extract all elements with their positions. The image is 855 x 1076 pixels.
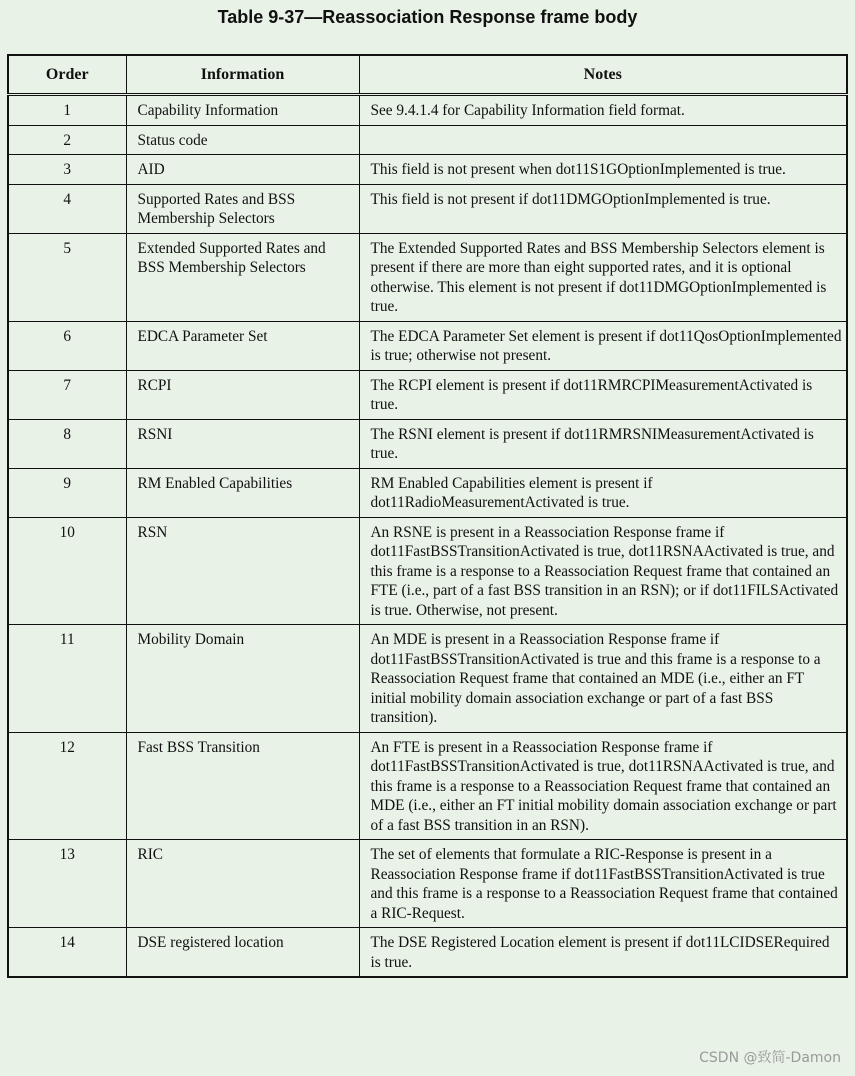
order-cell: 10 [8,517,126,625]
table-row [8,184,847,233]
table-caption: Table 9-37—Reassociation Response frame body [217,7,638,27]
header-row [8,55,847,95]
information-cell: EDCA Parameter Set [126,321,359,370]
order-cell: 5 [8,233,126,321]
notes-cell: This field is not present when dot11S1GOptionImplemented is true. [359,155,847,185]
order-cell: 13 [8,840,126,928]
header-notes: Notes [359,55,847,95]
information-cell: RM Enabled Capabilities [126,468,359,517]
notes-cell: The set of elements that formulate a RIC-Response is present in a Reassociation Response frame if dot11FastBSSTransitionActivated is true and this frame is a response to a Reassociation Request frame that contained a RIC-Request. [359,840,847,928]
order-cell: 6 [8,321,126,370]
notes-cell: The EDCA Parameter Set element is present if dot11QosOptionImplemented is true; otherwise not present. [359,321,847,370]
table-row [8,233,847,321]
information-cell: Fast BSS Transition [126,732,359,840]
order-cell: 11 [8,625,126,733]
table-row [8,625,847,733]
order-cell: 3 [8,155,126,185]
header-information: Information [126,55,359,95]
information-cell: RIC [126,840,359,928]
information-cell: Supported Rates and BSS Membership Selectors [126,184,359,233]
notes-cell: The DSE Registered Location element is present if dot11LCIDSERequired is true. [359,928,847,978]
information-cell: Capability Information [126,95,359,126]
notes-cell: An RSNE is present in a Reassociation Response frame if dot11FastBSSTransitionActivated is true, dot11RSNAActivated is true, and this frame is a response to a Reassociation Request frame that contained an FTE (i.e., part of a fast BSS transition in an RSN); or if dot11FILSActivated is true. Otherwise, not present. [359,517,847,625]
notes-cell: RM Enabled Capabilities element is present if dot11RadioMeasurementActivated is true. [359,468,847,517]
order-cell: 8 [8,419,126,468]
table-row [8,468,847,517]
reassociation-response-table [7,54,848,978]
table-row [8,419,847,468]
order-cell: 1 [8,95,126,126]
notes-cell: An MDE is present in a Reassociation Response frame if dot11FastBSSTransitionActivated is true and this frame is a response to a Reassociation Request frame that contained an MDE (i.e., either an FT initial mobility domain association exchange or part of a fast BSS transition). [359,625,847,733]
notes-cell: An FTE is present in a Reassociation Response frame if dot11FastBSSTransitionActivated is true, dot11RSNAActivated is true, and this frame is a response to a Reassociation Request frame that contained an MDE (i.e., either an FT initial mobility domain association exchange or part of a fast BSS transition in an RSN). [359,732,847,840]
notes-cell: The Extended Supported Rates and BSS Membership Selectors element is present if there are more than eight supported rates, and it is optional otherwise. This element is not present if dot11DMGOptionImplemented is true. [359,233,847,321]
table-row [8,732,847,840]
table-row [8,125,847,155]
notes-cell [359,125,847,155]
table-row [8,370,847,419]
order-cell: 14 [8,928,126,978]
notes-cell: The RCPI element is present if dot11RMRCPIMeasurementActivated is true. [359,370,847,419]
table-row [8,928,847,978]
information-cell: Status code [126,125,359,155]
information-cell: DSE registered location [126,928,359,978]
table-row [8,517,847,625]
order-cell: 4 [8,184,126,233]
order-cell: 12 [8,732,126,840]
notes-cell: This field is not present if dot11DMGOptionImplemented is true. [359,184,847,233]
information-cell: Extended Supported Rates and BSS Membership Selectors [126,233,359,321]
order-cell: 7 [8,370,126,419]
information-cell: RSNI [126,419,359,468]
table-row [8,95,847,126]
table-row [8,155,847,185]
table-row [8,321,847,370]
information-cell: RSN [126,517,359,625]
information-cell: AID [126,155,359,185]
notes-cell: The RSNI element is present if dot11RMRSNIMeasurementActivated is true. [359,419,847,468]
table-row [8,840,847,928]
information-cell: RCPI [126,370,359,419]
order-cell: 2 [8,125,126,155]
watermark: CSDN @致简-Damon [699,1050,841,1066]
header-order: Order [8,55,126,95]
notes-cell: See 9.4.1.4 for Capability Information field format. [359,95,847,126]
order-cell: 9 [8,468,126,517]
information-cell: Mobility Domain [126,625,359,733]
